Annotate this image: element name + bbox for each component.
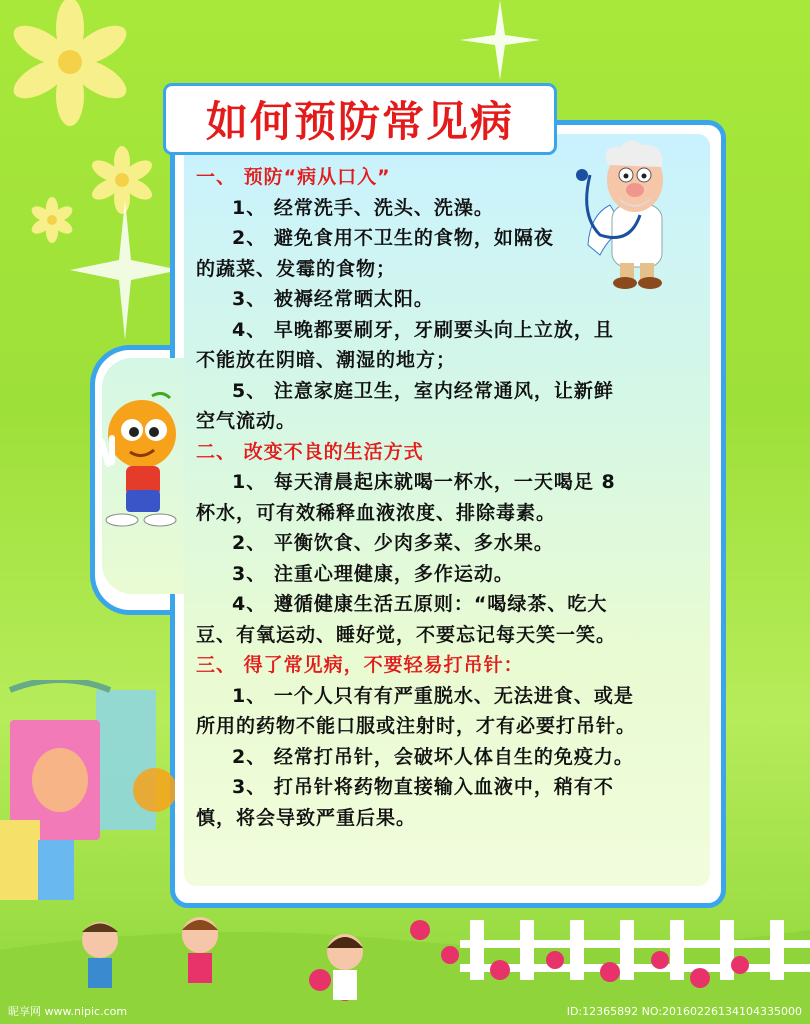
list-item-continuation: 的蔬菜、发霉的食物； [196, 257, 397, 280]
list-item-continuation: 慎，将会导致严重后果。 [196, 806, 417, 829]
list-item: 2、 避免食用不卫生的食物，如隔夜 [232, 227, 554, 249]
list-item: 3、 打吊针将药物直接输入血液中，稍有不 [232, 776, 614, 798]
section-heading: 三、 得了常见病，不要轻易打吊针： [196, 654, 524, 676]
orange-mascot-icon [92, 392, 192, 532]
watermark-left: 昵享网 www.nipic.com [8, 1005, 128, 1018]
list-item: 3、 注重心理健康，多作运动。 [232, 562, 514, 585]
watermark-bar [0, 998, 810, 1024]
article-body [196, 162, 696, 833]
sparkle-icon [460, 0, 540, 80]
list-item: 4、 遵循健康生活五原则：“喝绿茶、吃大 [232, 593, 608, 615]
list-item: 1、 经常洗手、洗头、洗澡。 [232, 196, 494, 219]
list-item-continuation: 豆、有氧运动、睡好觉，不要忘记每天笑一笑。 [196, 623, 617, 646]
title-banner [166, 86, 554, 152]
list-item-continuation: 空气流动。 [196, 410, 297, 432]
list-item: 1、 一个人只有有严重脱水、无法进食、或是 [232, 684, 634, 707]
section-heading: 二、 改变不良的生活方式 [196, 440, 424, 463]
list-item-continuation: 不能放在阴暗、潮湿的地方； [196, 349, 457, 371]
list-item: 1、 每天清晨起床就喝一杯水，一天喝足 8 [232, 471, 616, 493]
list-item: 4、 早晚都要刷牙，牙刷要头向上立放，且 [232, 318, 614, 341]
list-item-continuation: 杯水，可有效稀释血液浓度、排除毒素。 [196, 501, 557, 524]
list-item: 3、 被褥经常晒太阳。 [232, 288, 434, 310]
section-heading: 一、 预防“病从口入” [196, 166, 391, 188]
sparkle-icon [70, 200, 180, 340]
list-item: 2、 经常打吊针，会破坏人体自生的免疫力。 [232, 745, 634, 768]
list-item: 5、 注意家庭卫生，室内经常通风，让新鲜 [232, 379, 614, 402]
buildings-icon [0, 680, 175, 910]
page-title: 如何预防常见病 [205, 97, 514, 146]
watermark-right: ID:12365892 NO:20160226134104335000 [566, 1004, 802, 1018]
list-item-continuation: 所用的药物不能口服或注射时，才有必要打吊针。 [196, 715, 637, 737]
list-item: 2、 平衡饮食、少肉多菜、多水果。 [232, 532, 554, 554]
